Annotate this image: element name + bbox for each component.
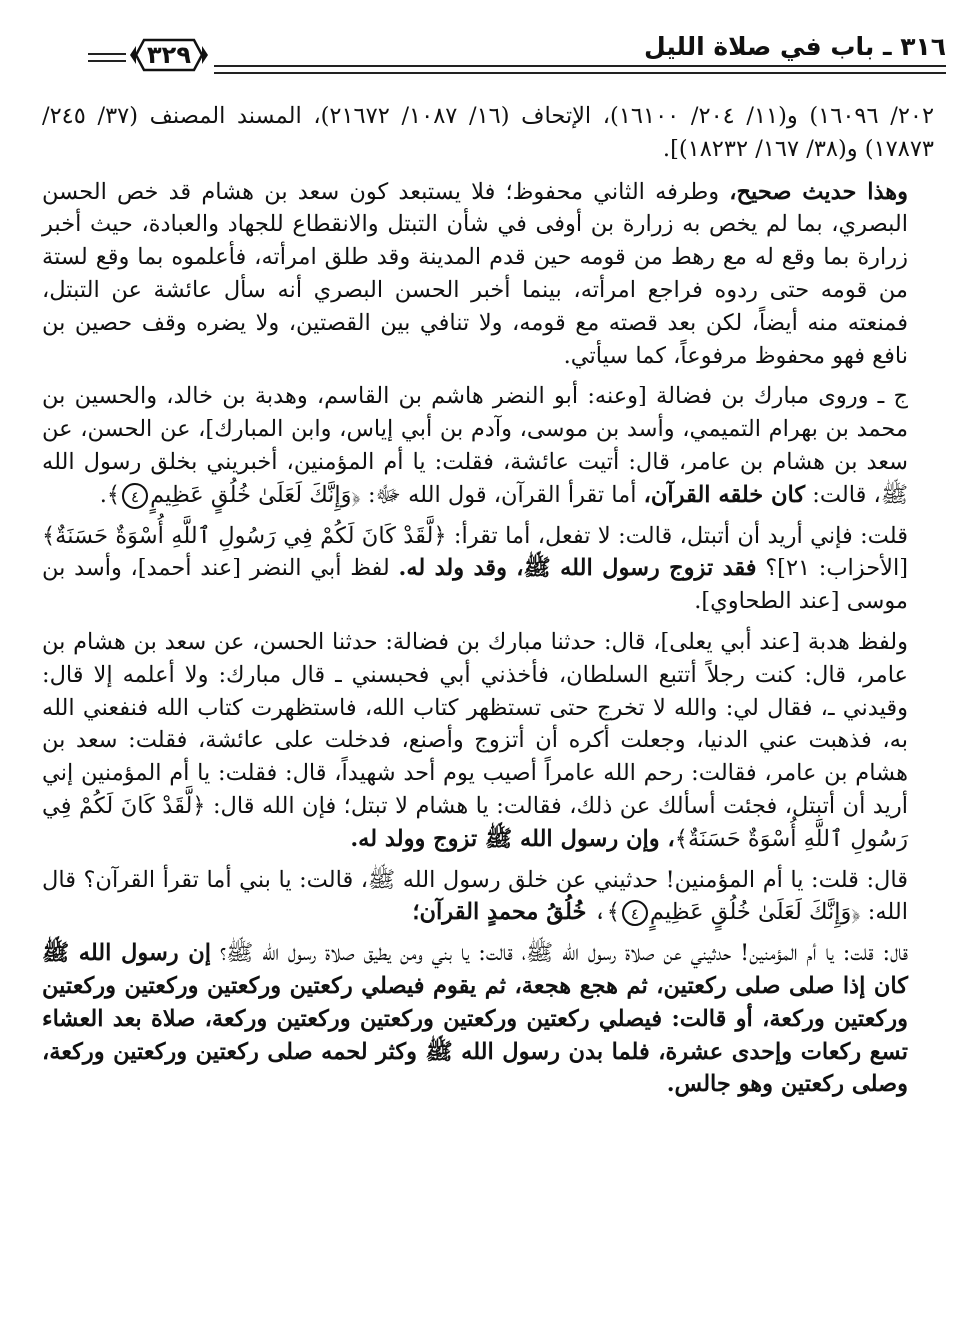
- body-text: [42, 100, 934, 1109]
- narration-c-text: ج ـ وروى مبارك بن فضالة [وعنه: أبو النضر هاشم بن القاسم، وهدبة بن خالد، والحسين بن محمد بن بهرام التميمي، وأسد بن موسى، وآدم بن أبي إياس، وابن المبارك]، عن الحسن، عن سعد بن هشام بن عامر، قال: أتيت عائشة، فقلت: يا أم المؤمنين، أخبريني بخلق رسول الله ﷺ، قالت:: [42, 383, 908, 508]
- paragraph-character: [42, 864, 934, 930]
- prayer-bold: إن رسول الله ﷺ كان إذا صلى صلى ركعتين، ثم هجع هجعة، ثم يقوم فيصلي ركعتين وركعتين وركعتين وركعتين وركعتين وركعة، أو قالت: فيصلي ركعتين وركعتين وركعتين وركعتين وركعة، صلاة بعد العشاء تسع ركعات وإحدى عشرة، فلما بدن رسول الله ﷺ وكثر لحمه صلى ركعتين وركعتين وركعة، وصلى ركعتين وهو جالس.: [42, 940, 908, 1098]
- celibacy-text-2: لفظ أبي النضر [عند أحمد]، وأسد بن موسى [عند الطحاوي].: [42, 555, 908, 615]
- verdict-bold: وهذا حديث صحيح،: [729, 178, 908, 205]
- verse-reference: [الأحزاب: ٢١]؟: [756, 555, 908, 582]
- character-text: قال: قلت: يا أم المؤمنين! حدثيني عن خلق رسول الله ﷺ، قالت: يا بني أما تقرأ القرآن؟ قال الله:: [42, 866, 908, 926]
- verse-close: ﴾،: [586, 899, 620, 926]
- header-rule-right: [214, 65, 946, 74]
- quran-verse: ﴿وَإِنَّكَ لَعَلَىٰ خُلُقٍ عَظِيمٍ: [150, 481, 361, 508]
- paragraph-narration-c: [42, 380, 934, 511]
- paragraph-prayer: [42, 937, 934, 1101]
- references-text: ٢٠٢/ ١٦٠٩٦) و(١١/ ٢٠٤/ ١٦١٠٠)، الإتحاف (١٦/ ١٠٨٧/ ٢١٦٧٢)، المسند المصنف (٣٧/ ٢٤٥/ ١٧٨٧٣) و(٣٨/ ١٦٧/ ١٨٢٣٢)].: [42, 103, 935, 162]
- quran-verse: ﴿وَإِنَّكَ لَعَلَىٰ خُلُقٍ عَظِيمٍ: [649, 899, 861, 926]
- quran-verse: ﴿لَّقَدْ كَانَ لَكُمْ فِي رَسُولِ ٱللَّهِ أُسْوَةٌ حَسَنَةٌ﴾: [42, 792, 908, 852]
- narration-c-bold: كان خلقه القرآن،: [643, 481, 806, 508]
- celibacy-text: قلت: فإني أريد أن أتبتل، قالت: لا تفعل، أما تقرأ:: [446, 522, 908, 549]
- page-number-badge: [128, 36, 210, 74]
- celibacy-bold: فقد تزوج رسول الله ﷺ، وقد ولد له.: [398, 555, 757, 582]
- paragraph-references: [42, 100, 934, 166]
- paragraph-hudba: [42, 626, 934, 856]
- character-bold: خُلُقُ محمدٍ القرآن؛: [412, 899, 587, 926]
- page-number: ٣٢٩: [147, 41, 191, 69]
- page-header: [88, 24, 946, 84]
- verse-close: ﴾.: [99, 481, 121, 508]
- header-rule-left: [88, 53, 126, 62]
- paragraph-celibacy: [42, 520, 934, 618]
- paragraph-verdict: [42, 176, 934, 373]
- ayah-number-icon: ٤: [622, 900, 648, 926]
- hudba-text: ولفظ هدبة [عند أبي يعلى]، قال: حدثنا مبارك بن فضالة: حدثنا الحسن، عن سعد بن هشام بن عامر، قال: كنت رجلاً أتتبع السلطان، فأخذني أبي فحبسني ـ قال مبارك: ولا أعلمه إلا قال: وقيدني ـ، فقال لي: والله لا تخرج حتى تستظهر كتاب الله، فاستظهرت كتاب الله فنفعني الله به، فذهبت عني الدنيا، وجعلت أكره أن أتزوج وأصنع، فدخلت على عائشة، فقلت: سعد بن هشام بن عامر، فقالت: رحم الله عامراً أصيب يوم أحد شهيداً، قال: فقلت: يا أم المؤمنين إني أريد أن أتبتل، فجئت أسألك عن ذلك، فقالت: يا هشام لا تبتل؛ فإن الله قال:: [42, 628, 908, 819]
- hudba-bold: ، وإن رسول الله ﷺ تزوج وولد له.: [350, 825, 675, 852]
- running-head: ٣١٦ ـ باب في صلاة الليل: [644, 32, 946, 61]
- prayer-text: قال: قلت: يا أم المؤمنين! حدثيني عن صلاة رسول الله ﷺ، قالت: يا بني ومن يطيق صلاة رسول الله ﷺ؟: [211, 940, 909, 967]
- narration-c-text-2: أما تقرأ القرآن، قول الله ﷻ:: [360, 481, 644, 508]
- verdict-text: وطرفه الثاني محفوظ؛ فلا يستبعد كون سعد بن هشام قد خص الحسن البصري، بما لم يخص به زرارة بن أوفى في شأن التبتل والانقطاع للجهاد والعبادة، حيث أخبر زرارة بما وقع له مع رهط من قومه حين قدم المدينة وقد طلق امرأته، فأعلموه بما وقع لستة من قومه حتى ردوه فراجع امرأته، بينما أخبر الحسن البصري أنه سأل عائشة عن التبتل، فمنعته منه أيضاً، لكن بعد قصته مع قومه، ولا تنافي بين القصتين، ولا يضره وقف حصين بن نافع فهو محفوظ مرفوعاً، كما سيأتي.: [42, 178, 908, 369]
- quran-verse: ﴿لَّقَدْ كَانَ لَكُمْ فِي رَسُولِ ٱللَّهِ أُسْوَةٌ حَسَنَةٌ﴾: [42, 522, 447, 549]
- ayah-number-icon: ٤: [122, 483, 148, 509]
